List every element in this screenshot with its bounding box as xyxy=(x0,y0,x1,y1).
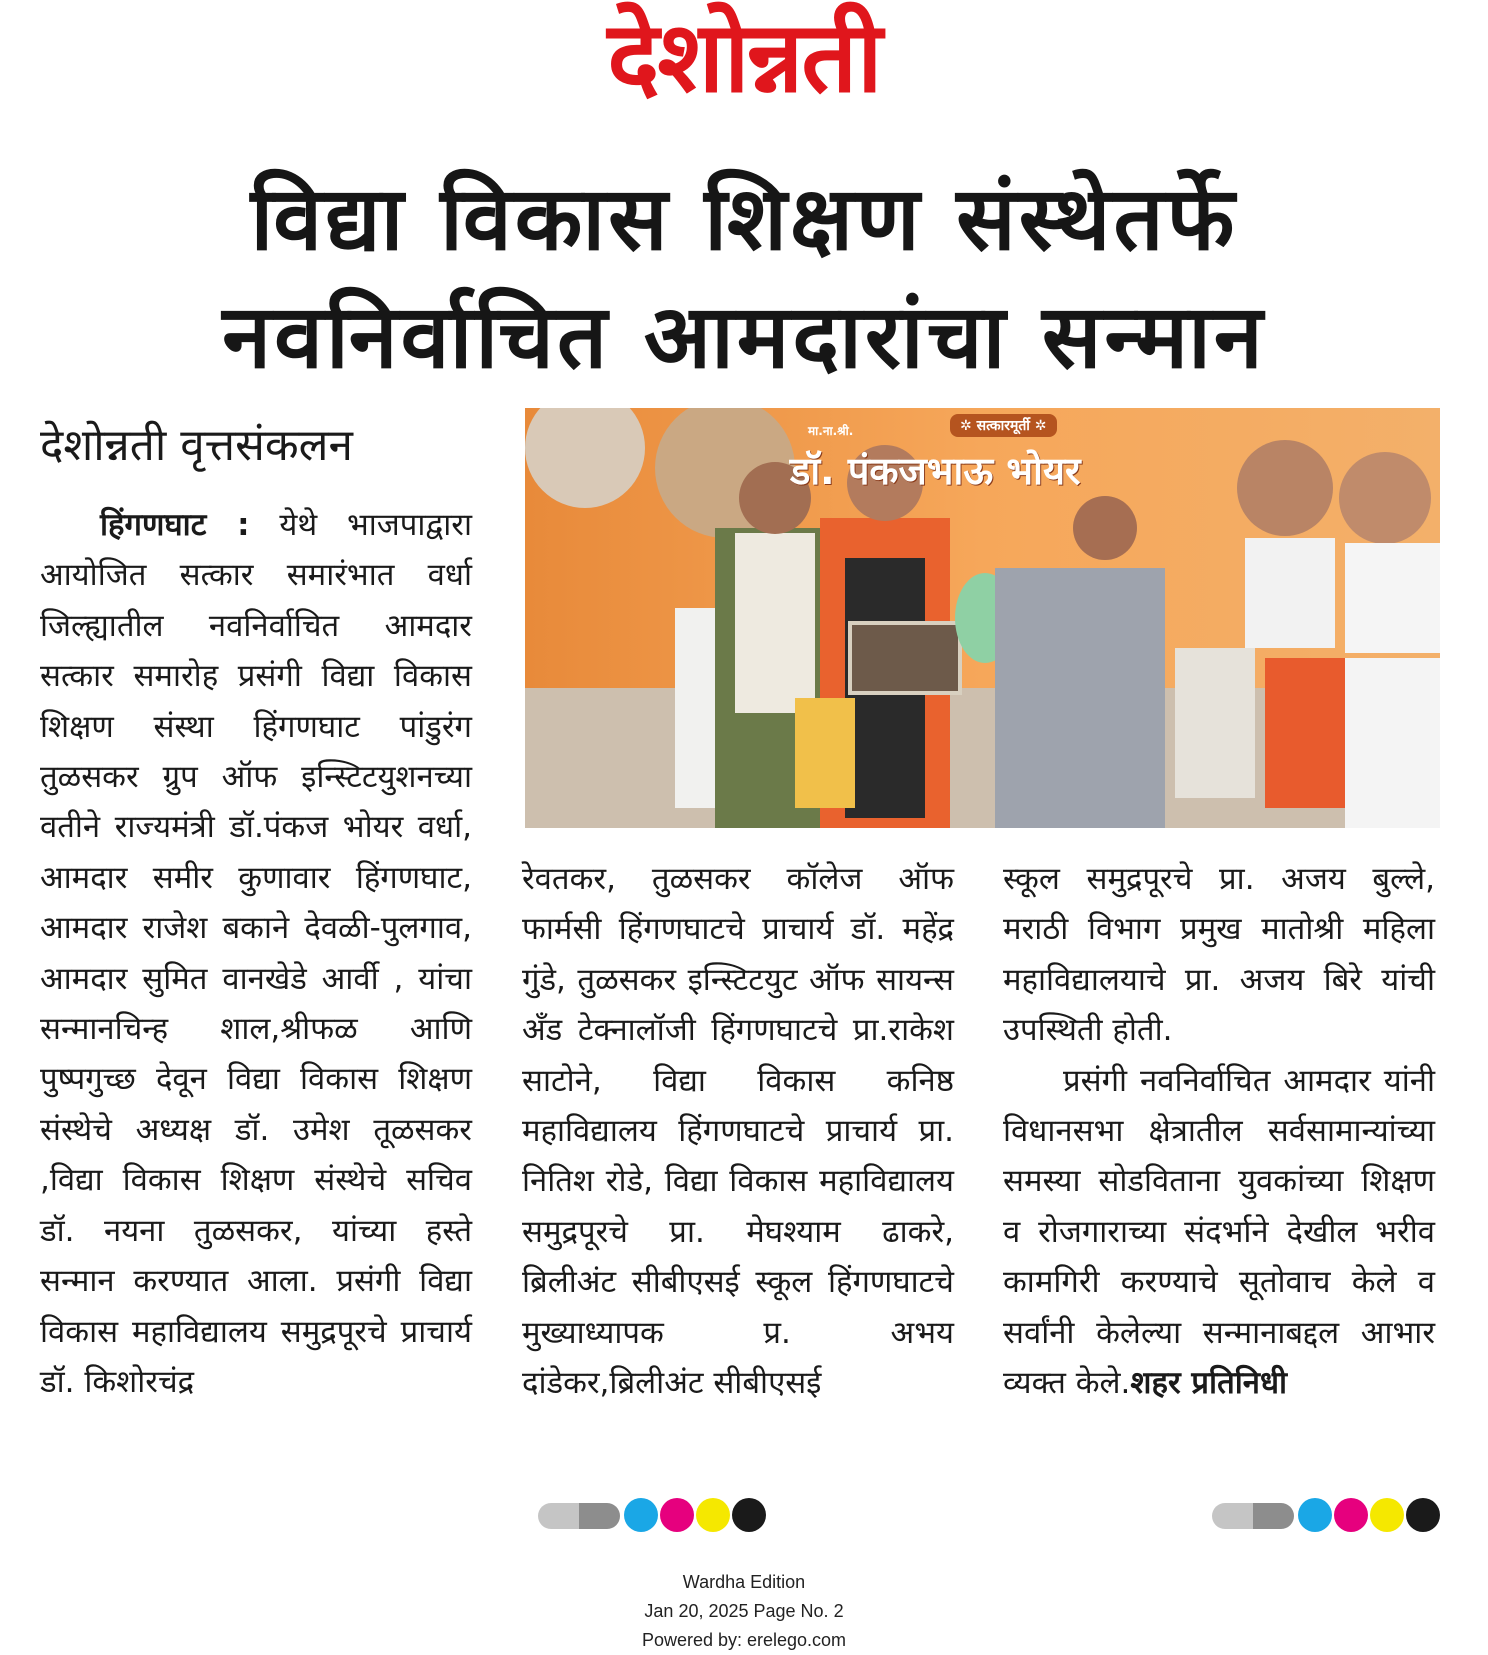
date-page-label: Jan 20, 2025 Page No. 2 xyxy=(644,1601,844,1621)
dateline: हिंगणघाट : xyxy=(100,507,250,543)
registration-marks-left xyxy=(538,1497,768,1533)
registration-pill xyxy=(1212,1503,1294,1529)
banner-badge: ✲ सत्कारमूर्ती ✲ xyxy=(950,414,1057,437)
masthead-title: देशोन्नती xyxy=(607,1,881,115)
edition-label: Wardha Edition xyxy=(682,1572,806,1592)
registration-dot-cyan xyxy=(624,1498,658,1532)
registration-dot-magenta xyxy=(660,1498,694,1532)
registration-dot-black xyxy=(732,1498,766,1532)
page-footer xyxy=(0,1568,1488,1655)
byline: देशोन्नती वृत्तसंकलन xyxy=(40,420,353,471)
registration-dot-cyan xyxy=(1298,1498,1332,1532)
article-text: प्रसंगी नवनिर्वाचित आमदार यांनी विधानसभा क्षेत्रातील सर्वसामान्यांच्या समस्या सोडविताना युवकांच्या शिक्षण व रोजगाराच्या संदर्भाने देखील भरीव कामगिरी करण्याचे सूतोवाच केले व सर्वांनी केलेल्या सन्मानाबद्दल आभार व्यक्त केले. xyxy=(1003,1062,1435,1402)
article-column-1 xyxy=(40,500,472,1407)
headline-line-1: विद्या विकास शिक्षण संस्थेतर्फे xyxy=(250,167,1238,270)
masthead xyxy=(0,0,1488,118)
article-column-3 xyxy=(1003,854,1435,1408)
article-column-2 xyxy=(522,854,954,1408)
registration-dot-magenta xyxy=(1334,1498,1368,1532)
article-text: रेवतकर, तुळसकर कॉलेज ऑफ फार्मसी हिंगणघाटचे प्राचार्य डॉ. महेंद्र गुंडे, तुळसकर इन्स्टिटयुट ऑफ सायन्स अँड टेक्नालॉजी हिंगणघाटचे प्रा.राकेश साटोने, विद्या विकास कनिष्ठ महाविद्यालय हिंगणघाटचे प्राचार्य प्रा. नितिश रोडे, विद्या विकास महाविद्यालय समुद्रपूरचे प्रा. मेघश्याम ढाकरे, ब्रिलीअंट सीबीएसई स्कूल हिंगणघाटचे मुख्याध्यापक प्र. अभय दांडेकर,ब्रिलीअंट सीबीएसई xyxy=(522,861,954,1402)
signoff: शहर प्रतिनिधी xyxy=(1130,1365,1288,1402)
article-text: स्कूल समुद्रपूरचे प्रा. अजय बुल्ले, मराठी विभाग प्रमुख मातोश्री महिला महाविद्यालयाचे प्रा. अजय बिरे यांची उपस्थिती होती. xyxy=(1003,861,1435,1049)
article-paragraph xyxy=(40,500,472,1407)
registration-dot-yellow xyxy=(696,1498,730,1532)
registration-dot-yellow xyxy=(1370,1498,1404,1532)
article-text: येथे भाजपाद्वारा आयोजित सत्कार समारंभात वर्धा जिल्ह्यातील नवनिर्वाचित आमदार सत्कार समारोह प्रसंगी विद्या विकास शिक्षण संस्था हिंगणघाट पांडुरंग तुळसकर ग्रुप ऑफ इन्स्टिटयुशनच्या वतीने राज्यमंत्री डॉ.पंकज भोयर वर्धा, आमदार समीर कुणावार हिंगणघाट, आमदार राजेश बकाने देवळी-पुलगाव, आमदार सुमित वानखेडे आर्वी , यांचा सन्मानचिन्ह शाल,श्रीफळ आणि पुष्पगुच्छ देवून विद्या विकास शिक्षण संस्थेचे अध्यक्ष डॉ. उमेश तूळसकर ,विद्या विकास शिक्षण संस्थेचे सचिव डॉ. नयना तुळसकर, यांच्या हस्ते सन्मान करण्यात आला. प्रसंगी विद्या विकास महाविद्यालय समुद्रपूरचे प्राचार्य डॉ. किशोरचंद्र xyxy=(40,507,472,1400)
headline-line-2: नवनिर्वाचित आमदारांचा सन्मान xyxy=(222,285,1266,388)
article-paragraph xyxy=(1003,1056,1435,1409)
event-photo xyxy=(525,408,1440,828)
registration-marks-right xyxy=(1212,1497,1442,1533)
powered-by-label: Powered by: erelego.com xyxy=(641,1630,847,1650)
banner-name: डॉ. पंकजभाऊ भोयर xyxy=(790,449,1081,493)
registration-pill xyxy=(538,1503,620,1529)
headline xyxy=(30,160,1458,396)
registration-dot-black xyxy=(1406,1498,1440,1532)
banner-prefix: मा.ना.श्री. xyxy=(808,424,854,438)
